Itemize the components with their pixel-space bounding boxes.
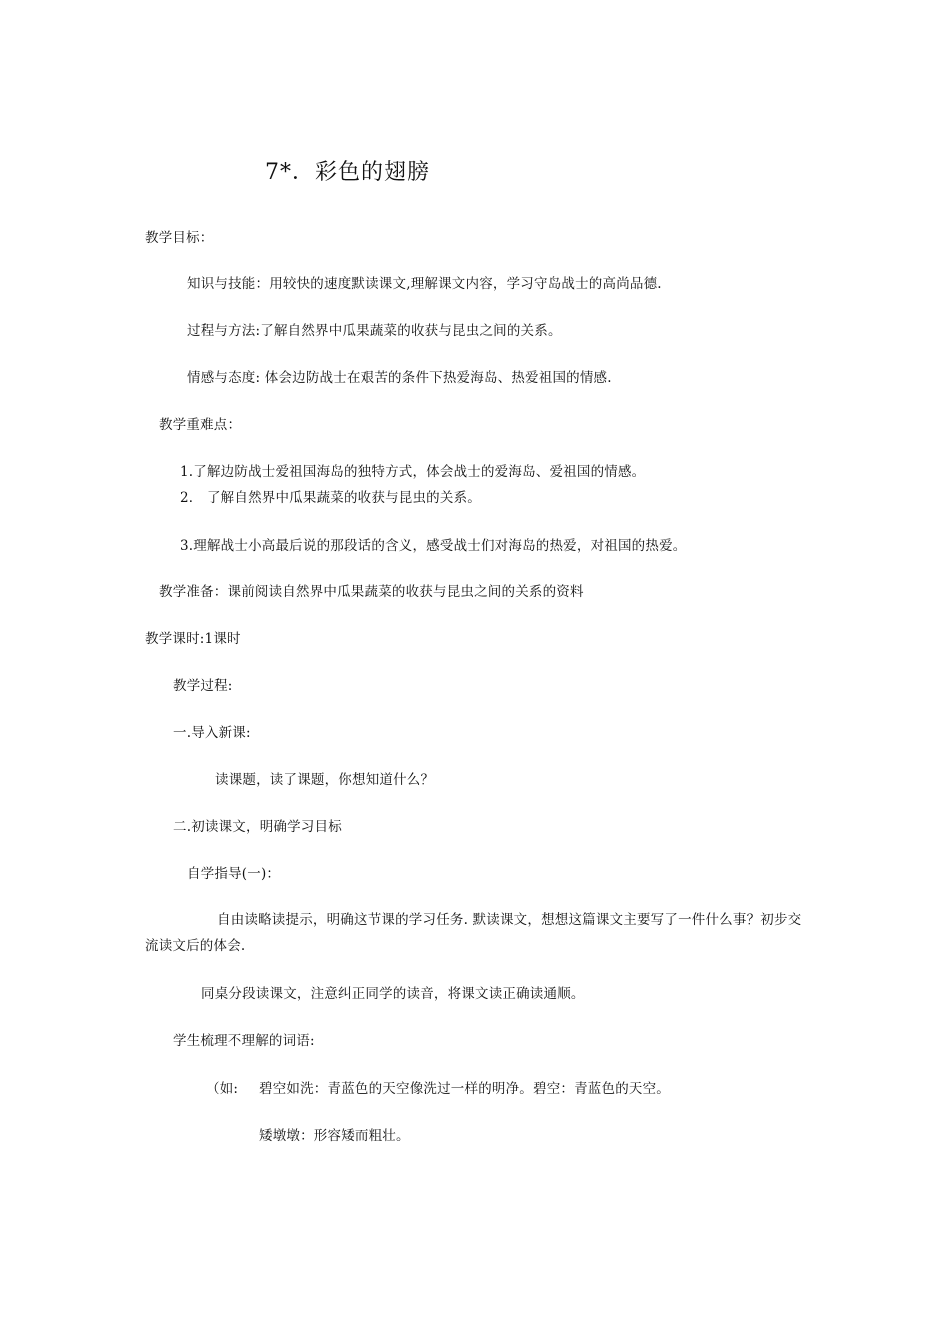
- vocab-item-1: 碧空如洗：青蓝色的天空像洗过一样的明净。碧空：青蓝色的天空。: [259, 1081, 670, 1097]
- process-heading: 教学过程:: [173, 678, 233, 694]
- class-hours-text: 教学课时:1课时: [145, 631, 241, 647]
- key-point-2: 2． 了解自然界中瓜果蔬菜的收获与昆虫的关系。: [180, 490, 481, 506]
- objective-knowledge: 知识与技能：用较快的速度默读课文,理解课文内容，学习守岛战士的高尚品德.: [187, 276, 662, 292]
- objective-emotion: 情感与态度: 体会边防战士在艰苦的条件下热爱海岛、热爱祖国的情感.: [187, 370, 612, 386]
- vocab-prefix: （如:: [206, 1081, 239, 1097]
- objectives-heading: 教学目标：: [145, 230, 214, 246]
- self-study-text: 自由读略读提示，明确这节课的学习任务. 默读课文，想想这篇课文主要写了一件什么事？初步交流读文后的体会.: [145, 912, 802, 954]
- vocab-heading: 学生梳理不理解的词语:: [173, 1033, 315, 1049]
- key-point-3: 3.理解战士小高最后说的那段话的含义，感受战士们对海岛的热爱，对祖国的热爱。: [180, 538, 687, 554]
- self-study-heading: 自学指导(一)：: [187, 866, 281, 882]
- vocab-item-2: 矮墩墩：形容矮而粗壮。: [259, 1128, 410, 1144]
- section-one-text: 读课题，读了课题，你想知道什么？: [215, 772, 435, 788]
- key-points-heading: 教学重难点：: [159, 417, 242, 433]
- key-point-1: 1.了解边防战士爱祖国海岛的独特方式，体会战士的爱海岛、爱祖国的情感。: [180, 464, 646, 480]
- self-study-paragraph: [145, 907, 805, 959]
- objective-process: 过程与方法:了解自然界中瓜果蔬菜的收获与昆虫之间的关系。: [187, 323, 562, 339]
- pair-reading-text: 同桌分段读课文，注意纠正同学的读音，将课文读正确读通顺。: [201, 986, 585, 1002]
- document-title: 7*．彩色的翅膀: [265, 160, 430, 185]
- preparation-text: 教学准备：课前阅读自然界中瓜果蔬菜的收获与昆虫之间的关系的资料: [159, 584, 584, 600]
- section-one-heading: 一.导入新课:: [173, 725, 251, 741]
- section-two-heading: 二.初读课文，明确学习目标: [173, 819, 342, 835]
